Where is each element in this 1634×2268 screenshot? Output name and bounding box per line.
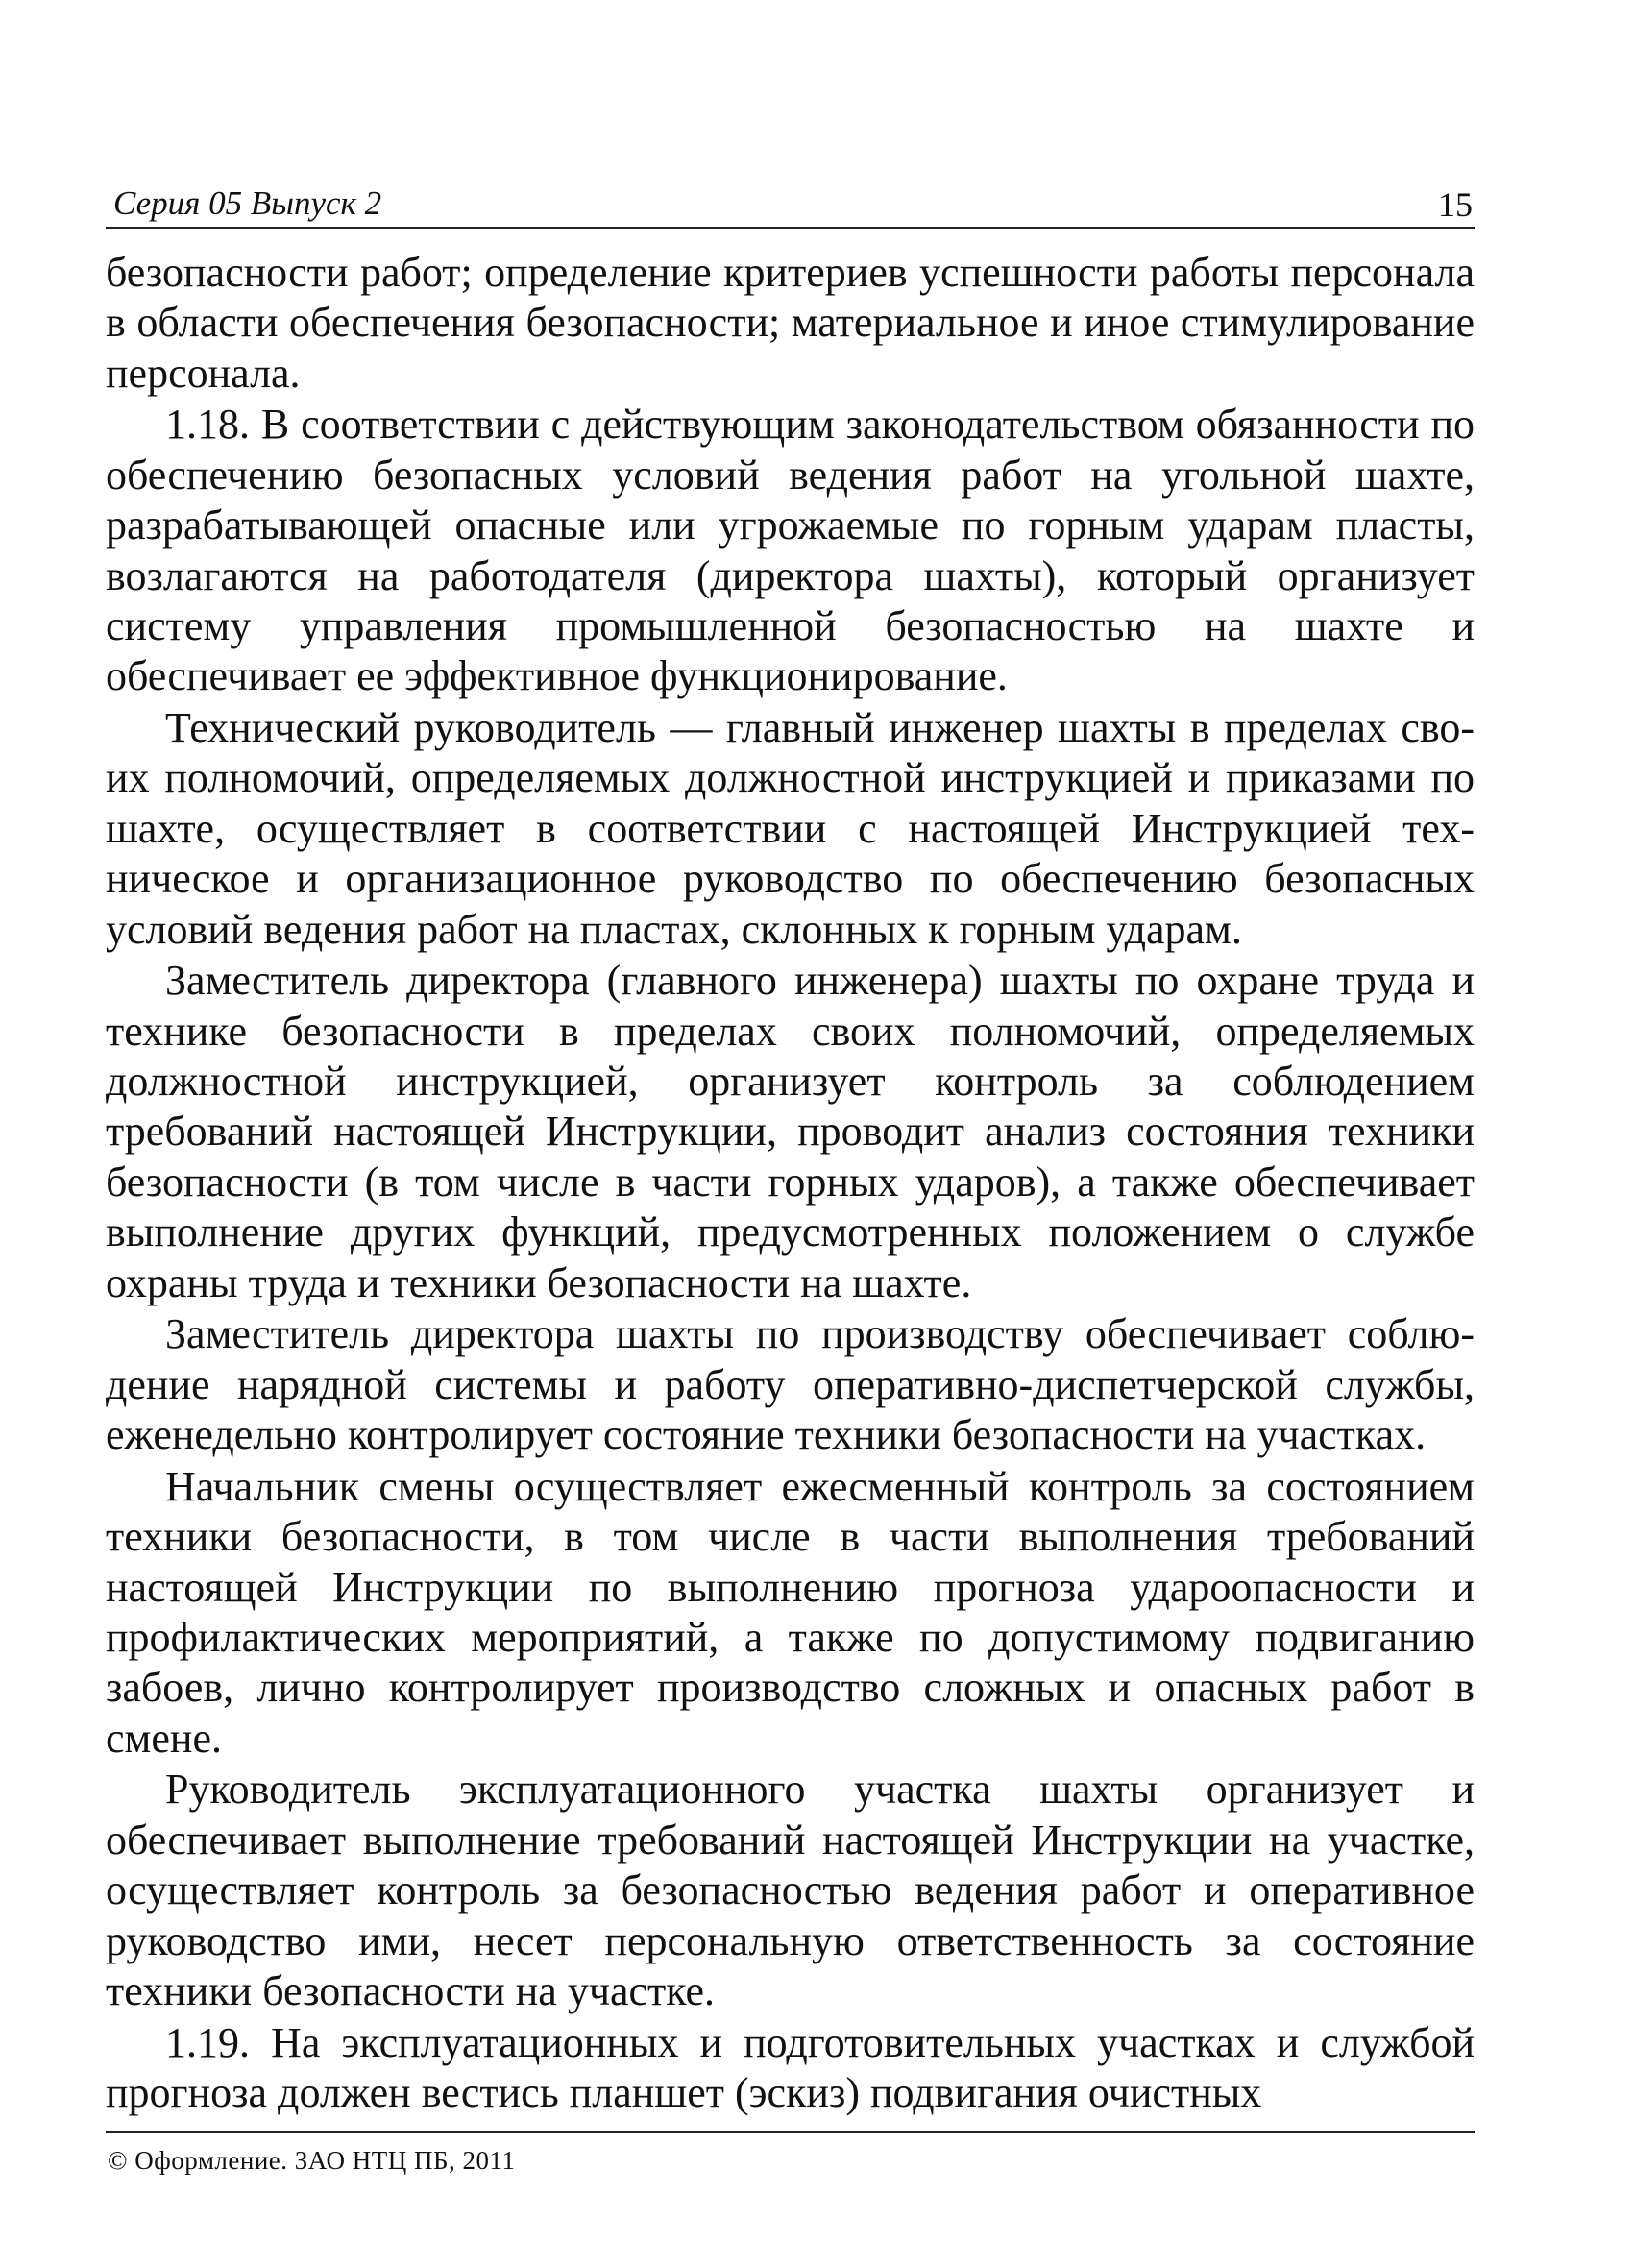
copyright-footer: © Оформление. ЗАО НТЦ ПБ, 2011 bbox=[108, 2146, 516, 2175]
series-title: Серия 05 Выпуск 2 bbox=[113, 184, 382, 222]
paragraph-continuation: безопасности работ; определение критериев успешности работы персонала в области обеспечения безопасности; материальное и иное стимулирование персонала. bbox=[106, 249, 1475, 397]
footer-divider bbox=[106, 2131, 1475, 2133]
paragraph-1-19: 1.19. На эксплуатационных и подготовительных участках и службой прогноза должен вестись планшет (эскиз) подвигания очистных bbox=[106, 2018, 1475, 2116]
paragraph-shift-chief: Начальник смены осуществляет ежесменный контроль за состоянием техники безопасности, в том числе в части выполнения требований настоящей Инструкции по выполнению прогноза удароопасности и профилактических мероприятий, а также по допустимому подвиганию забоев, лично контролирует производство сложных и опасных работ в смене. bbox=[106, 1462, 1475, 1762]
body-text bbox=[106, 248, 1475, 2120]
running-header bbox=[106, 181, 1475, 229]
paragraph-site-manager: Руководитель эксплуатационного участка шахты организует и обеспечивает выполнение требований настоящей Инструкции на участке, осуществляет контроль за безопасностью ведения работ и оперативное руководство ими, несет персональную ответственность за состояние техники безопасности на участке. bbox=[106, 1766, 1475, 2014]
paragraph-deputy-safety: Заместитель директора (главного инженера) шахты по охране труда и технике безопасности в пределах своих полномочий, определяемых должностной инструкцией, организует контроль за соблюдением требований настоящей Инструкции, проводит анализ состояния техники безопасности (в том числе в части горных ударов), а также обеспечивает выполнение других функций, предусмотренных положением о службе охраны труда и техники безопасности на шахте. bbox=[106, 957, 1475, 1306]
paragraph-1-18: 1.18. В соответствии с действующим законодательством обязанности по обеспечению безопасных условий ведения работ на угольной шахте, разрабатывающей опасные или угрожаемые по горным ударам пласты, возлагаются на работодателя (директора шахты), который организует систему управления промышленной безопасностью на шахте и обеспечивает ее эффективное функционирование. bbox=[106, 401, 1475, 700]
paragraph-technical-director: Технический руководитель — главный инженер шахты в пределах своих полномочий, определяемых должностной инструкцией и приказами по шахте, осуществляет в соответствии с настоящей Инструкцией техническое и организационное руководство по обеспечению безопасных условий ведения работ на пластах, склонных к горным ударам. bbox=[106, 704, 1475, 953]
document-page bbox=[106, 0, 1475, 2268]
paragraph-deputy-production: Заместитель директора шахты по производству обеспечивает соблюдение нарядной системы и работу оперативно-диспетчерской службы, еженедельно контролирует состояние техники безопасности на участках. bbox=[106, 1310, 1475, 1459]
page-number: 15 bbox=[1438, 185, 1473, 224]
